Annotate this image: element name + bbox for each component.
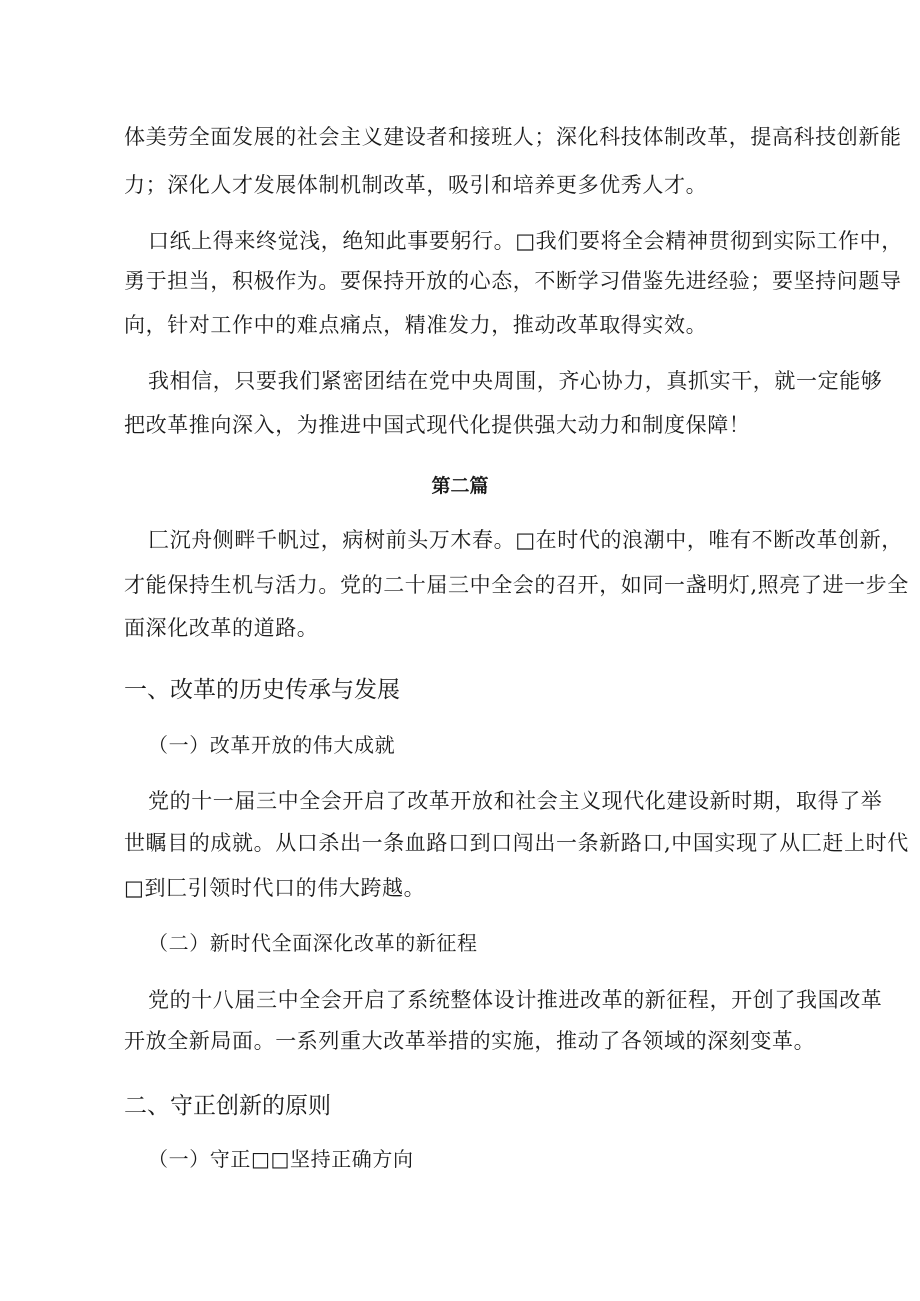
subheading-1: （一）改革开放的伟大成就 (148, 733, 396, 757)
paragraph-line: 才能保持生机与活力。党的二十届三中全会的召开，如同一盏明灯,照亮了进一步全 (124, 573, 909, 597)
subheading-2: （二）新时代全面深化改革的新征程 (148, 931, 478, 955)
paragraph-line: 开放全新局面。一系列重大改革举措的实施，推动了各领域的深刻变革。 (124, 1029, 816, 1053)
paragraph-line: 党的十一届三中全会开启了改革开放和社会主义现代化建设新时期，取得了举 (148, 789, 883, 813)
paragraph-line: 体美劳全面发展的社会主义建设者和接班人；深化科技体制改革，提高科技创新能 (124, 125, 902, 149)
paragraph-line: 勇于担当，积极作为。要保持开放的心态，不断学习借鉴先进经验；要坚持问题导 (124, 269, 902, 293)
heading-2: 二、守正创新的原则 (124, 1093, 331, 1119)
paragraph-line: 我相信，只要我们紧密团结在党中央周围，齐心协力，真抓实干，就一定能够 (148, 369, 883, 393)
section-title: 第二篇 (431, 475, 489, 497)
subheading-3: （一）守正□□坚持正确方向 (148, 1147, 414, 1171)
paragraph-line: 面深化改革的道路。 (124, 616, 319, 640)
paragraph-line: 力；深化人才发展体制机制改革，吸引和培养更多优秀人才。 (124, 173, 708, 197)
paragraph-line: 口纸上得来终觉浅，绝知此事要躬行。□我们要将全会精神贯彻到实际工作中， (148, 229, 903, 253)
paragraph-line: □到匚引领时代口的伟大跨越。 (124, 876, 426, 900)
paragraph-line: 匚沉舟侧畔千帆过，病树前头万木春。□在时代的浪潮中，唯有不断改革创新， (148, 528, 903, 552)
paragraph-line: 世瞩目的成就。从口杀出一条血路口到口闯出一条新路口,中国实现了从匚赶上时代 (124, 831, 909, 855)
heading-1: 一、改革的历史传承与发展 (124, 677, 400, 703)
paragraph-line: 向，针对工作中的难点痛点，精准发力，推动改革取得实效。 (124, 313, 708, 337)
paragraph-line: 党的十八届三中全会开启了系统整体设计推进改革的新征程，开创了我国改革 (148, 988, 883, 1012)
paragraph-line: 把改革推向深入，为推进中国式现代化提供强大动力和制度保障！ (124, 413, 751, 437)
